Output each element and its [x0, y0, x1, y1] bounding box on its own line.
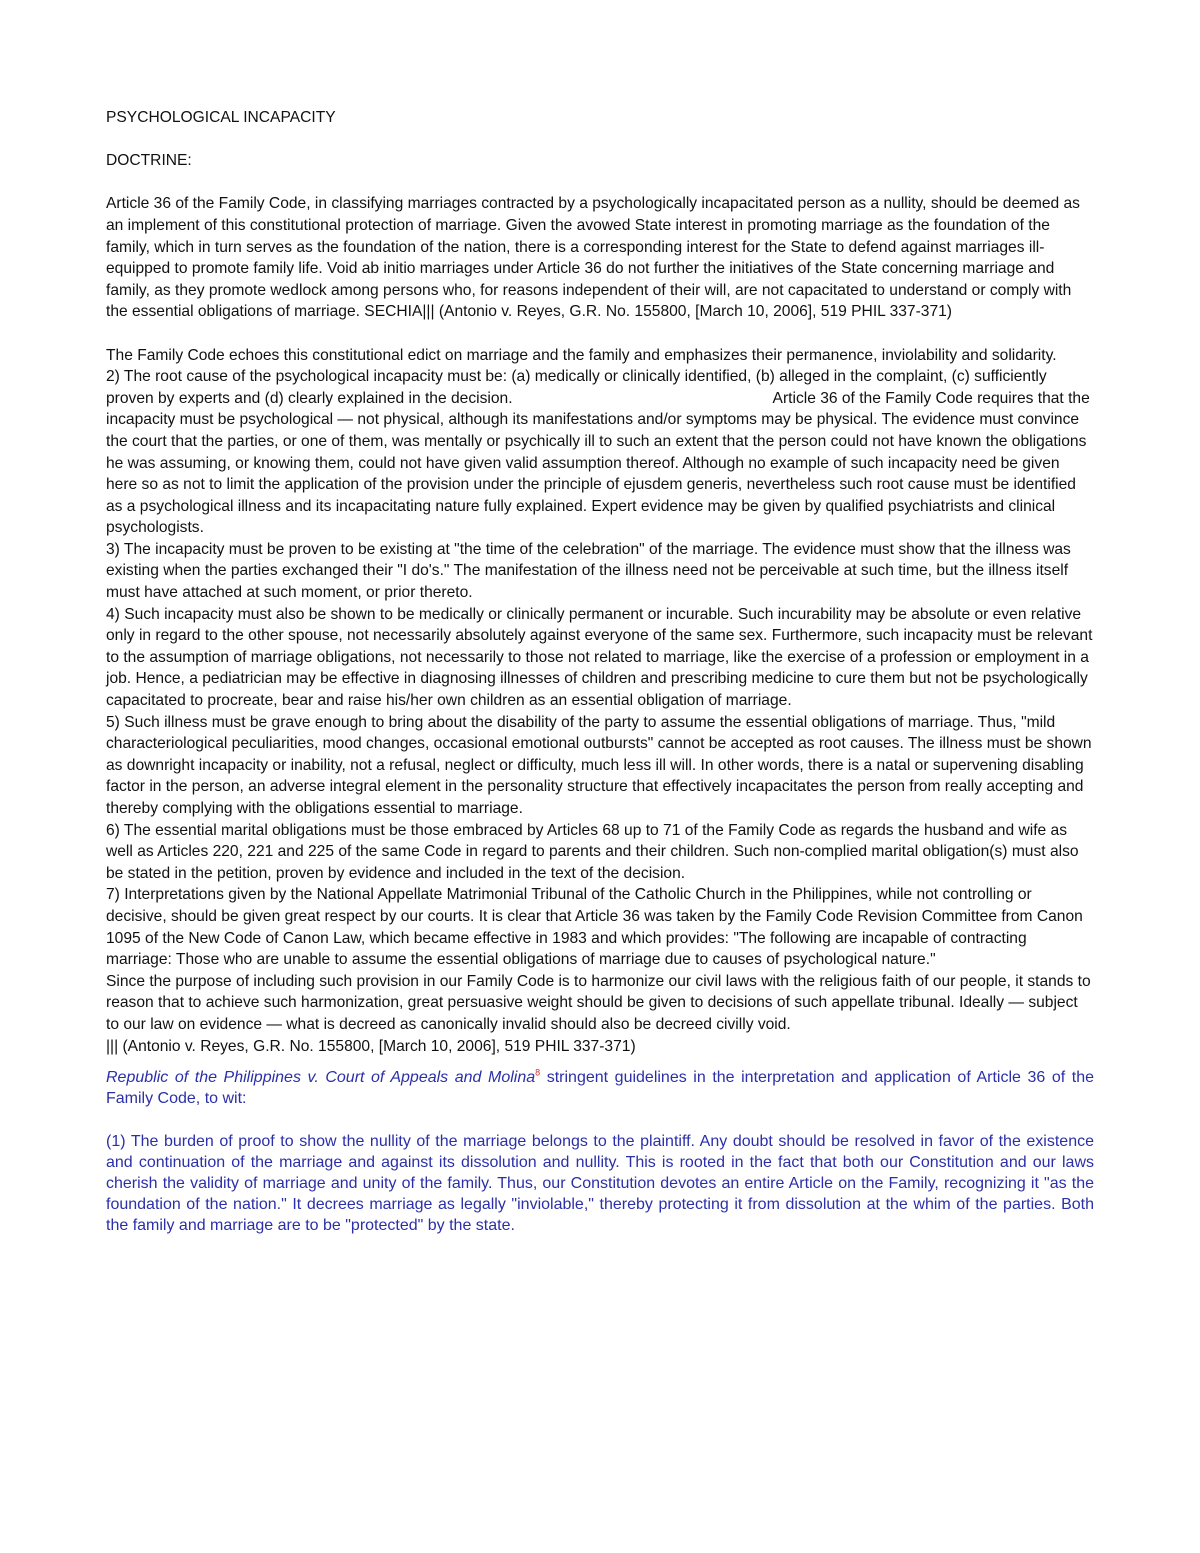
molina-intro: [106, 1067, 1094, 1109]
guideline-item-3: 3) The incapacity must be proven to be existing at "the time of the celebration" of the marriage. The evidence must show that the illness was existing when the parties exchanged their "I do's." The manifestation of the illness need not be perceivable at such time, but the illness itself must have attached at such moment, or prior thereto.: [106, 540, 1071, 602]
guideline-item-2-body: Article 36 of the Family Code requires that the incapacity must be psychological — not physical, although its manifestations and/or symptoms may be physical. The evidence must convince the court that the parties, or one of them, was mentally or psychically ill to such an extent that the person could not have known the obligations he was assuming, or knowing them, could not have given valid assumption thereof. Although no example of such incapacity need be given here so as not to limit the application of the provision under the principle of ejusdem generis, nevertheless such root cause must be identified as a psychological illness and its incapacitating nature fully explained. Expert evidence may be given by qualified psychiatrists and clinical psychologists.: [106, 389, 1090, 537]
doctrine-heading: DOCTRINE:: [106, 152, 192, 170]
molina-intro-text: stringent guidelines in the interpretation and application of Article 36 of the Family Code, to wit:: [106, 1069, 1094, 1108]
footnote-marker[interactable]: 8: [535, 1067, 541, 1078]
paragraph-article-36: Article 36 of the Family Code, in classifying marriages contracted by a psychologically incapacitated person as a nullity, should be deemed as an implement of this constitutional protection of marriage. Given the avowed State interest in promoting marriage as the foundation of the family, which in turn serves as the foundation of the nation, there is a corresponding interest for the State to defend against marriages ill-equipped to promote family life. Void ab initio marriages under Article 36 do not further the initiatives of the State concerning marriage and family, as they promote wedlock among persons who, for reasons independent of their will, are not capacitated to understand or comply with the essential obligations of marriage. SECHIA||| (Antonio v. Reyes, G.R. No. 155800, [March 10, 2006], 519 PHIL 337-371): [106, 195, 1080, 321]
guideline-item-4: 4) Such incapacity must also be shown to be medically or clinically permanent or incurable. Such incurability may be absolute or even relative only in regard to the other spouse, not necessarily absolutely against everyone of the same sex. Furthermore, such incapacity must be relevant to the assumption of marriage obligations, not necessarily to those not related to marriage, like the exercise of a profession or employment in a job. Hence, a pediatrician may be effective in diagnosing illnesses of children and prescribing medicine to cure them but not be psychologically capacitated to procreate, bear and raise his/her own children as an essential obligation of marriage.: [106, 605, 1093, 710]
molina-section: [106, 1067, 1094, 1236]
citation: ||| (Antonio v. Reyes, G.R. No. 155800, [March 10, 2006], 519 PHIL 337-371): [106, 1037, 636, 1055]
paragraph-family-code: The Family Code echoes this constitutional edict on marriage and the family and emphasizes their permanence, inviolability and solidarity.: [106, 346, 1057, 364]
guideline-item-2-lead: 2) The root cause of the psychological incapacity must be: (a) medically or clinically identified, (b) alleged in the complaint, (c) sufficiently proven by experts and (d) clearly explained in the decision.: [106, 368, 1047, 407]
paragraph-harmonization: Since the purpose of including such provision in our Family Code is to harmonize our civil laws with the religious faith of our people, it stands to reason that to achieve such harmonization, great persuasive weight should be given to decisions of such appellate tribunal. Ideally — subject to our law on evidence — what is decreed as canonically invalid should also be decreed civilly void.: [106, 972, 1091, 1033]
guideline-item-2: [106, 366, 1094, 539]
guideline-item-6: 6) The essential marital obligations must be those embraced by Articles 68 up to 71 of the Family Code as regards the husband and wife as well as Articles 220, 221 and 225 of the same Code in regard to parents and their children. Such non-complied marital obligation(s) must also be stated in the petition, proven by evidence and included in the text of the decision.: [106, 821, 1079, 882]
molina-guideline-1: (1) The burden of proof to show the nullity of the marriage belongs to the plaintiff. Any doubt should be resolved in favor of the existence and continuation of the marriage and against its dissolution and nullity. This is rooted in the fact that both our Constitution and our laws cherish the validity of marriage and unity of the family. Thus, our Constitution devotes an entire Article on the Family, recognizing it "as the foundation of the nation." It decrees marriage as legally "inviolable," thereby protecting it from dissolution at the whim of the parties. Both the family and marriage are to be "protected" by the state.: [106, 1132, 1094, 1234]
guideline-item-5: 5) Such illness must be grave enough to bring about the disability of the party to assume the essential obligations of marriage. Thus, "mild characteriological peculiarities, mood changes, occasional emotional outbursts" cannot be accepted as root causes. The illness must be shown as downright incapacity or inability, not a refusal, neglect or difficulty, much less ill will. In other words, there is a natal or supervening disabling factor in the person, an adverse integral element in the personality structure that effectively incapacitates the person from really accepting and thereby complying with the obligations essential to marriage.: [106, 713, 1092, 817]
document-title: PSYCHOLOGICAL INCAPACITY: [106, 109, 336, 126]
document-body: [106, 107, 1094, 1236]
molina-case-name: Republic of the Philippines v. Court of Appeals and Molina: [106, 1069, 536, 1087]
guideline-item-7: 7) Interpretations given by the National Appellate Matrimonial Tribunal of the Catholic Church in the Philippines, while not controlling or decisive, should be given great respect by our courts. It is clear that Article 36 was taken by the Family Code Revision Committee from Canon 1095 of the New Code of Canon Law, which became effective in 1983 and which provides: "The following are incapable of contracting marriage: Those who are unable to assume the essential obligations of marriage due to causes of psychological nature.": [106, 886, 1083, 969]
